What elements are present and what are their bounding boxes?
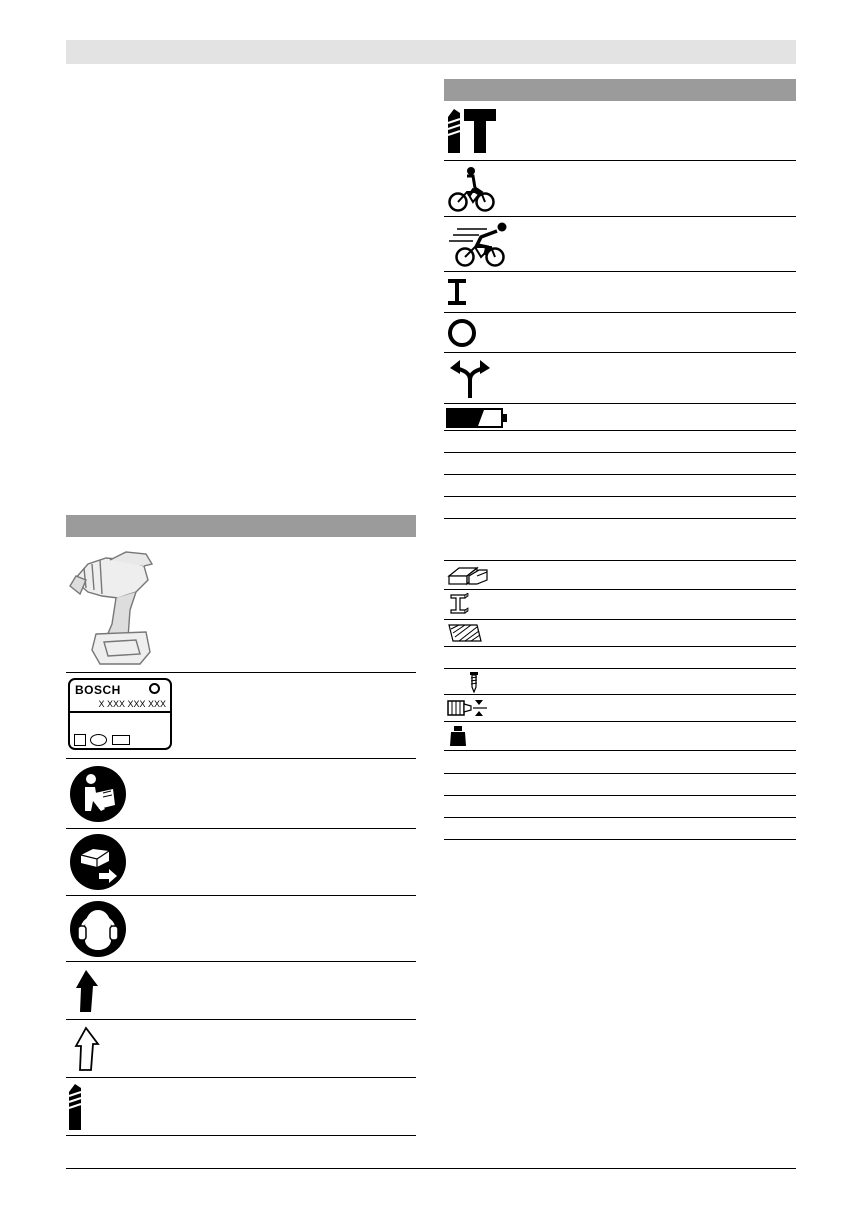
drill-hammer-icon xyxy=(446,105,498,155)
left-row-divider xyxy=(66,961,416,962)
type-plate-icon xyxy=(68,678,172,750)
right-row-divider xyxy=(444,518,796,519)
page-footer-rule xyxy=(66,1168,796,1169)
drill-driver-tool-illustration xyxy=(66,540,156,668)
masonry-icon xyxy=(447,623,483,643)
fast-bike-gear-icon xyxy=(447,221,511,267)
right-row-divider xyxy=(444,773,796,774)
read-manual-icon xyxy=(69,765,127,823)
screw-icon xyxy=(468,671,480,693)
right-row-divider xyxy=(444,668,796,669)
page-header-bar xyxy=(66,40,796,64)
left-row-divider xyxy=(66,895,416,896)
right-row-divider xyxy=(444,430,796,431)
right-row-divider xyxy=(444,352,796,353)
arrow-outline-icon xyxy=(72,1026,102,1072)
left-row-divider xyxy=(66,828,416,829)
right-row-divider xyxy=(444,589,796,590)
arrow-filled-icon xyxy=(72,968,102,1014)
metal-icon xyxy=(449,593,469,615)
right-row-divider xyxy=(444,817,796,818)
right-row-divider xyxy=(444,750,796,751)
right-row-divider xyxy=(444,496,796,497)
right-row-divider xyxy=(444,795,796,796)
gear-one-icon xyxy=(447,278,467,306)
right-row-divider xyxy=(444,694,796,695)
type-plate-logo xyxy=(149,683,160,694)
right-row-divider xyxy=(444,160,796,161)
direction-switch-icon xyxy=(448,358,492,400)
battery-remove-icon xyxy=(69,833,127,891)
right-section-header xyxy=(444,79,796,101)
left-row-divider xyxy=(66,672,416,673)
gear-circle-icon xyxy=(447,318,477,348)
torque-icon xyxy=(447,698,489,718)
hearing-protection-icon xyxy=(69,900,127,958)
slow-bike-gear-icon xyxy=(447,166,495,212)
wood-icon xyxy=(447,564,489,586)
right-row-divider xyxy=(444,646,796,647)
right-row-divider xyxy=(444,619,796,620)
battery-level-icon xyxy=(446,407,508,429)
left-section-header xyxy=(66,515,416,537)
right-row-divider xyxy=(444,474,796,475)
right-row-divider xyxy=(444,839,796,840)
left-row-divider xyxy=(66,758,416,759)
right-row-divider xyxy=(444,271,796,272)
weight-icon xyxy=(448,725,468,747)
type-plate-brand: BOSCH xyxy=(75,683,121,697)
drill-bit-icon xyxy=(67,1082,83,1132)
type-plate-serial: X XXX XXX XXX xyxy=(98,699,166,709)
right-row-divider xyxy=(444,312,796,313)
right-row-divider xyxy=(444,721,796,722)
left-row-divider xyxy=(66,1019,416,1020)
left-row-divider xyxy=(66,1077,416,1078)
right-row-divider xyxy=(444,452,796,453)
right-row-divider xyxy=(444,216,796,217)
right-row-divider xyxy=(444,403,796,404)
left-row-divider xyxy=(66,1135,416,1136)
right-row-divider xyxy=(444,560,796,561)
